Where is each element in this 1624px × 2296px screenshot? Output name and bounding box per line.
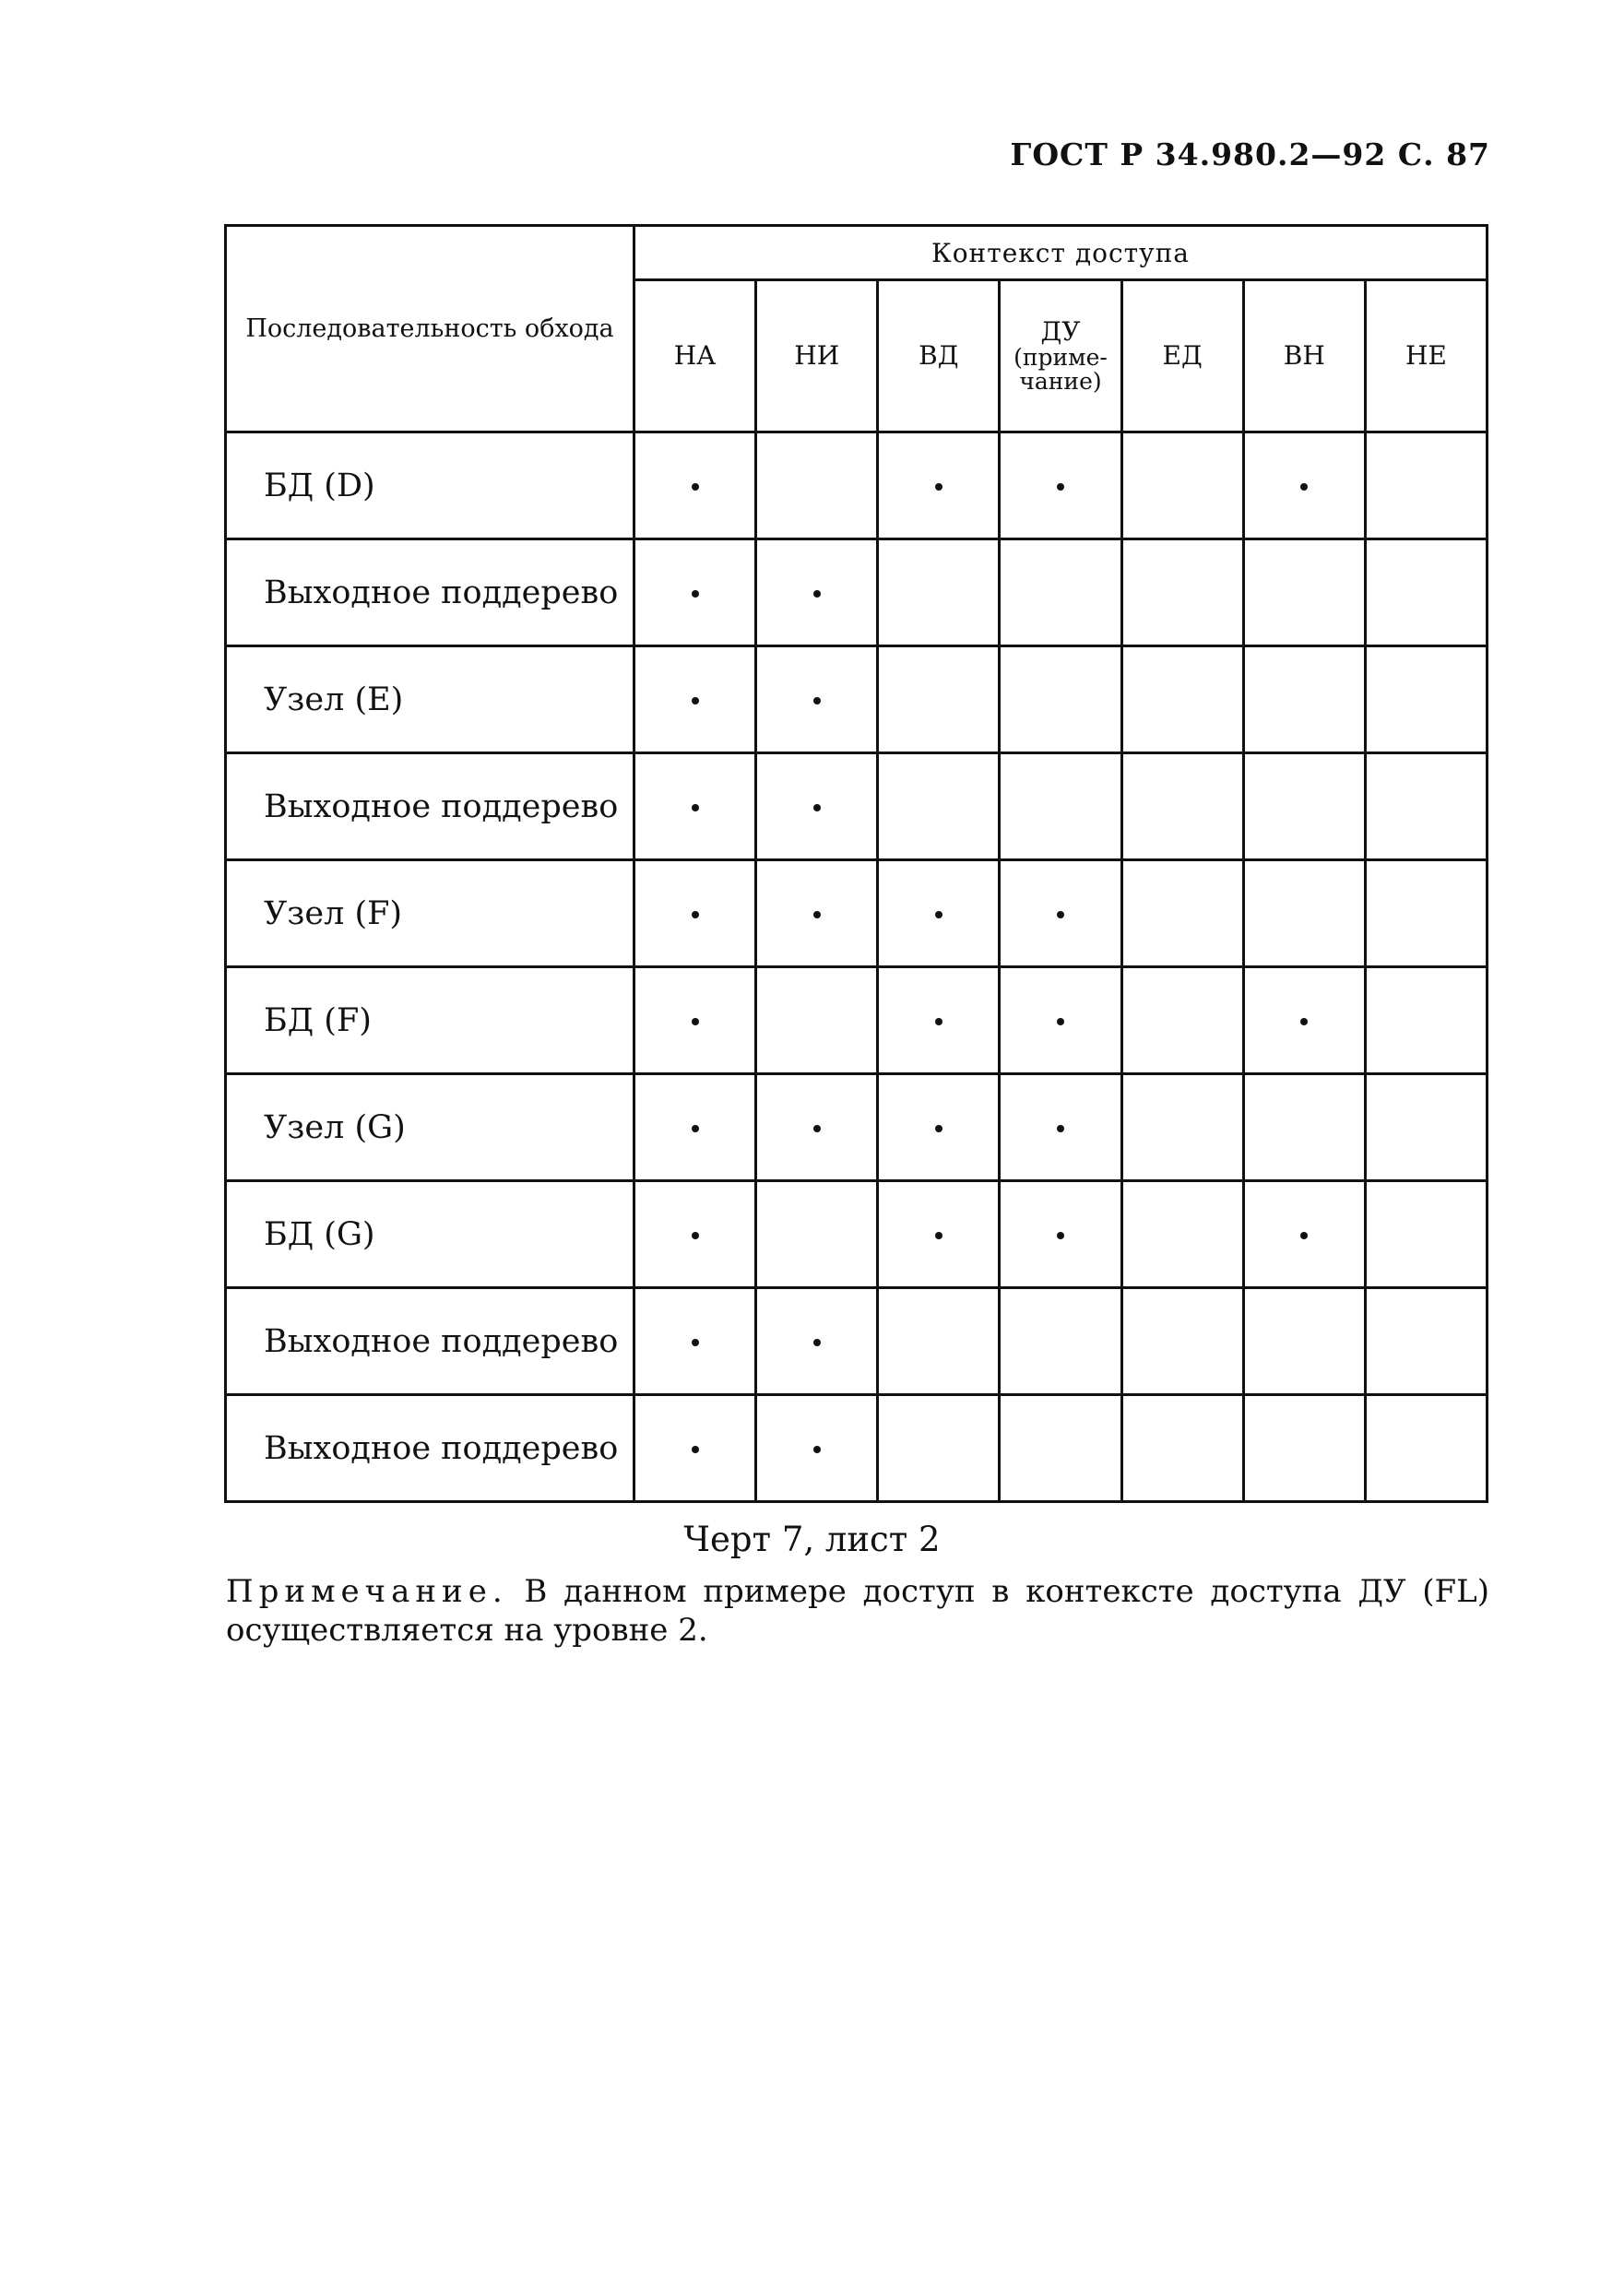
mark-cell: [1000, 753, 1121, 860]
table-row: [226, 539, 1488, 646]
row-label: БД (F): [226, 967, 634, 1074]
row-label: Узел (G): [226, 1074, 634, 1181]
dot-marker: [692, 1339, 699, 1346]
dot-marker: [692, 1018, 699, 1025]
mark-cell: [1121, 539, 1243, 646]
mark-cell: [1365, 1395, 1487, 1502]
mark-cell: [1000, 539, 1121, 646]
mark-cell: [878, 1288, 1000, 1395]
mark-cell: [1000, 860, 1121, 967]
mark-cell: [878, 1074, 1000, 1181]
mark-cell: [756, 1074, 878, 1181]
dot-marker: [1300, 1232, 1308, 1239]
col-header-2: [878, 280, 1000, 432]
mark-cell: [634, 967, 756, 1074]
col-header-label: ЕД: [1162, 340, 1203, 371]
mark-cell: [1243, 753, 1365, 860]
mark-cell: [878, 539, 1000, 646]
mark-cell: [1000, 646, 1121, 753]
dot-marker: [692, 697, 699, 704]
seq-header: Последовательность обхода: [226, 226, 634, 432]
mark-cell: [634, 753, 756, 860]
mark-cell: [1243, 1181, 1365, 1288]
mark-cell: [1365, 860, 1487, 967]
mark-cell: [756, 967, 878, 1074]
access-context-table: [224, 224, 1488, 1503]
mark-cell: [756, 432, 878, 539]
mark-cell: [634, 1181, 756, 1288]
col-header-0: [634, 280, 756, 432]
mark-cell: [634, 539, 756, 646]
dot-marker: [813, 590, 821, 598]
dot-marker: [813, 1339, 821, 1346]
dot-marker: [813, 804, 821, 811]
dot-marker: [1057, 1232, 1064, 1239]
col-header-label: ВН: [1283, 340, 1325, 371]
dot-marker: [1300, 483, 1308, 491]
col-header-3: [1000, 280, 1121, 432]
row-label: БД (G): [226, 1181, 634, 1288]
dot-marker: [813, 1125, 821, 1132]
mark-cell: [1000, 432, 1121, 539]
dot-marker: [692, 1232, 699, 1239]
mark-cell: [878, 1181, 1000, 1288]
mark-cell: [1365, 646, 1487, 753]
mark-cell: [1243, 432, 1365, 539]
mark-cell: [1000, 1395, 1121, 1502]
mark-cell: [756, 539, 878, 646]
col-header-1: [756, 280, 878, 432]
mark-cell: [1121, 1181, 1243, 1288]
mark-cell: [878, 646, 1000, 753]
mark-cell: [1121, 967, 1243, 1074]
dot-marker: [692, 1125, 699, 1132]
mark-cell: [634, 432, 756, 539]
col-header-5: [1243, 280, 1365, 432]
note-label: Примечание.: [226, 1573, 508, 1610]
dot-marker: [935, 1018, 942, 1025]
row-label: Выходное поддерево: [226, 1288, 634, 1395]
mark-cell: [634, 646, 756, 753]
dot-marker: [1057, 1018, 1064, 1025]
mark-cell: [634, 1288, 756, 1395]
dot-marker: [813, 697, 821, 704]
mark-cell: [756, 1395, 878, 1502]
mark-cell: [1365, 539, 1487, 646]
mark-cell: [1000, 1288, 1121, 1395]
row-label: Узел (F): [226, 860, 634, 967]
dot-marker: [692, 483, 699, 491]
dot-marker: [935, 1125, 942, 1132]
mark-cell: [878, 432, 1000, 539]
note-body: В данном примере доступ в контексте доступа ДУ (FL) осуществляется на уровне 2.: [226, 1573, 1489, 1649]
dot-marker: [692, 804, 699, 811]
table-row: [226, 1074, 1488, 1181]
mark-cell: [1243, 967, 1365, 1074]
dot-marker: [935, 911, 942, 918]
mark-cell: [878, 1395, 1000, 1502]
access-table-container: [224, 224, 1488, 1503]
mark-cell: [1365, 967, 1487, 1074]
mark-cell: [1121, 753, 1243, 860]
dot-marker: [1057, 1125, 1064, 1132]
dot-marker: [1057, 483, 1064, 491]
dot-marker: [935, 1232, 942, 1239]
row-label: БД (D): [226, 432, 634, 539]
note-paragraph: [226, 1572, 1489, 1650]
mark-cell: [756, 1288, 878, 1395]
mark-cell: [1121, 1288, 1243, 1395]
col-header-label: НА: [673, 340, 717, 371]
mark-cell: [756, 860, 878, 967]
col-header-note: (приме-чание): [1014, 344, 1108, 395]
dot-marker: [1057, 911, 1064, 918]
mark-cell: [1365, 1074, 1487, 1181]
table-row: [226, 967, 1488, 1074]
dot-marker: [692, 911, 699, 918]
row-label: Узел (E): [226, 646, 634, 753]
mark-cell: [1000, 1074, 1121, 1181]
mark-cell: [1121, 1074, 1243, 1181]
dot-marker: [1300, 1018, 1308, 1025]
row-label: Выходное поддерево: [226, 1395, 634, 1502]
page-header: ГОСТ Р 34.980.2—92 С. 87: [1010, 136, 1490, 172]
col-header-label: НИ: [794, 340, 840, 371]
mark-cell: [1121, 646, 1243, 753]
figure-caption: Черт 7, лист 2: [683, 1520, 941, 1559]
table-row: [226, 860, 1488, 967]
mark-cell: [756, 1181, 878, 1288]
mark-cell: [1365, 432, 1487, 539]
mark-cell: [1000, 1181, 1121, 1288]
mark-cell: [1243, 860, 1365, 967]
mark-cell: [634, 1395, 756, 1502]
mark-cell: [878, 860, 1000, 967]
mark-cell: [1365, 1288, 1487, 1395]
mark-cell: [1121, 432, 1243, 539]
mark-cell: [1243, 1395, 1365, 1502]
mark-cell: [878, 753, 1000, 860]
mark-cell: [634, 860, 756, 967]
mark-cell: [1243, 1288, 1365, 1395]
table-row: [226, 753, 1488, 860]
col-header-6: [1365, 280, 1487, 432]
col-header-label: ДУ: [1040, 316, 1081, 347]
mark-cell: [1121, 860, 1243, 967]
mark-cell: [634, 1074, 756, 1181]
col-header-label: ВД: [919, 340, 959, 371]
dot-marker: [692, 590, 699, 598]
dot-marker: [692, 1446, 699, 1453]
table-row: [226, 432, 1488, 539]
dot-marker: [813, 1446, 821, 1453]
mark-cell: [1243, 646, 1365, 753]
context-header: Контекст доступа: [634, 226, 1488, 280]
mark-cell: [1243, 1074, 1365, 1181]
mark-cell: [878, 967, 1000, 1074]
table-row: [226, 646, 1488, 753]
mark-cell: [756, 753, 878, 860]
table-row: [226, 1288, 1488, 1395]
mark-cell: [756, 646, 878, 753]
mark-cell: [1121, 1395, 1243, 1502]
mark-cell: [1243, 539, 1365, 646]
table-row: [226, 1181, 1488, 1288]
mark-cell: [1000, 967, 1121, 1074]
row-label: Выходное поддерево: [226, 539, 634, 646]
col-header-label: НЕ: [1405, 340, 1447, 371]
row-label: Выходное поддерево: [226, 753, 634, 860]
col-header-4: [1121, 280, 1243, 432]
mark-cell: [1365, 753, 1487, 860]
dot-marker: [813, 911, 821, 918]
mark-cell: [1365, 1181, 1487, 1288]
table-row: [226, 1395, 1488, 1502]
dot-marker: [935, 483, 942, 491]
